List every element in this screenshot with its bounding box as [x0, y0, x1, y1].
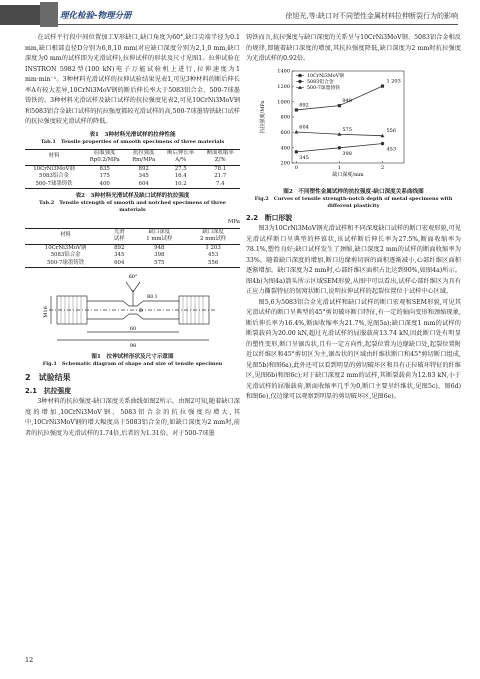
t1-head: 断后伸长率	[161, 149, 201, 157]
t1-cell: 175	[99, 173, 110, 179]
t2-cell: 398	[154, 252, 165, 258]
subsection-heading: 2.2 断口形貌	[246, 213, 293, 222]
y-tick-label: 1000	[276, 98, 290, 105]
y-tick-label: 400	[279, 144, 290, 151]
y-axis-label: 抗拉强度/MPa	[259, 100, 266, 133]
paragraph-2-2b: 图5,6为5083铝合金光滑试样和缺口试样的断口宏观和SEM形貌,可见其光滑试样的断口呈典型的45°剪切破坏断口特征,有一定的轴向变形和颈缩现象,断后伸长率为16.4%,断面收缩率为21.7%,见图5a);缺口深度1 mm的试样的断裂载荷为20.00 kN,超过光滑试样的屈服载荷13.74 kN,因此断口处有明显的塑性变形,断口呈锯齿状,且有一定方向性,起裂位置为边缘缺口处,起裂位置附近以纤维区和45°剪切区为主,锯齿状的区域由纤维状断口和45°剪切断口组成,见图5b)和图6a),此外还可以看到明显的剪切破坏区和具有正拉破坏特征的纤维区,见图6b)和图6c);对于缺口深度2 mm的试样,其断裂载荷为12.83 kN,小于光滑试样的屈服载荷,断面收缩率几乎为0,断口主要呈纤维状,见图5c)、图6d)和图6e),仅边缘可以观察到明显的剪切破坏区,见图6e)。	[246, 298, 461, 400]
data-label: 453	[385, 146, 396, 153]
legend-label: 5083铝合金	[306, 79, 334, 85]
table1-caption: 表1 3种材料光滑试样的拉伸性能	[89, 131, 176, 138]
right-column	[246, 33, 461, 403]
table-row	[25, 260, 240, 268]
t1-cell: 500-7球墨铸铁	[25, 181, 83, 189]
dim-m: M16	[42, 306, 49, 318]
t2-head2: 2 mm试样	[200, 236, 227, 242]
t1-cell: 10CrNi3MoV钢	[25, 165, 83, 173]
x-tick-label: 0	[294, 164, 298, 171]
t2-cell: 892	[106, 244, 132, 252]
t1-head: 断面收缩率	[200, 149, 240, 157]
table2	[25, 228, 240, 269]
t2-cell: 500-7球墨铸铁	[25, 260, 106, 268]
x-tick-label: 2	[380, 164, 384, 171]
x-tick-label: 1	[337, 164, 341, 171]
header-rule	[58, 24, 458, 25]
data-label: 398	[341, 150, 352, 157]
running-title: 徐旭光,等:缺口对不同塑性金属材料拉伸断裂行为的影响	[285, 12, 458, 20]
table-row	[25, 165, 240, 173]
dim-r: R0.1	[146, 295, 158, 300]
dim-d: D	[138, 308, 143, 314]
data-point-square	[337, 104, 340, 107]
t2-head: 材料	[25, 228, 106, 244]
t1-head: 材料	[25, 149, 83, 165]
t2-cell: 575	[132, 260, 186, 268]
t1-unit: Z/%	[214, 157, 226, 163]
t1-cell: 27.5	[161, 165, 201, 173]
dim-angle: 60°	[128, 274, 137, 280]
y-tick-label: 800	[279, 114, 290, 121]
y-tick-label: 1200	[276, 83, 290, 90]
t1-cell: 604	[126, 181, 161, 189]
t1-cell: 345	[138, 173, 149, 179]
dim-total: 98	[129, 343, 136, 349]
table2-caption-en: Tab.2 Tensile strength of smooth and notched specimens of three materials	[39, 200, 226, 213]
t1-cell: 78.1	[200, 165, 240, 173]
dim-len: 60	[129, 326, 136, 332]
fig1-caption-en: Fig.1 Schematic diagram of shape and size of tensile specimen	[42, 361, 223, 367]
specimen-diagram	[43, 268, 223, 350]
table-row	[25, 181, 240, 189]
table-row	[25, 173, 240, 181]
t1-unit: Rp0.2/MPa	[89, 157, 120, 163]
t2-head: 缺口深度	[186, 228, 240, 236]
legend-label: 10CrNi3MoV钢	[306, 73, 344, 79]
t1-cell: 10.2	[161, 181, 201, 189]
strength-chart	[254, 65, 454, 185]
data-label: 575	[341, 126, 352, 133]
fig2-caption-en: Fig.2 Curves of tensile strength-notch depth of metal specimens with different plasticity	[254, 195, 453, 209]
t2-cell: 556	[186, 260, 240, 268]
table1	[25, 149, 240, 190]
left-column	[25, 33, 240, 439]
journal-logo-accent	[40, 2, 58, 27]
table2-caption: 表2 3种材料光滑试样及缺口试样的抗拉强度	[75, 193, 190, 199]
page-number: 12	[25, 656, 34, 664]
y-tick-label: 1400	[276, 68, 290, 75]
t1-cell: 16.4	[174, 173, 187, 179]
data-point-circle	[294, 150, 297, 153]
t1-cell: 5083铝合金	[39, 173, 69, 179]
t2-cell: 10CrNi3MoV钢	[25, 244, 106, 252]
t1-cell: 21.7	[214, 173, 227, 179]
t1-head: 抗拉强度	[126, 149, 161, 157]
t2-cell: 1 203	[186, 244, 240, 252]
intro-paragraph: 在试样平行段中间位置加工V形缺口,缺口角度为60°,缺口尖端半径为0.1 mm,缺口根部直径D分别为6,8,10 mm(对应缺口深度分别为2,1,0 mm,缺口深度为0 mm的试样即为光滑试样),拉伸试样的形状及尺寸见图1。拉伸试验在INSTRON 5982型(100 kN)电子万能试验机上进行,拉伸速度为1 mm·min⁻¹。3种材料光滑试样的拉伸试验结果见表1,可见3种材料的断后伸长率A有较大差异,10CrNi3MoV钢的断后伸长率大于5083铝合金、500-7球墨铸铁的。3种材料光滑试样及缺口试样的抗拉强度见表2,可见10CrNi3MoV钢和5083铝合金缺口试样的抗拉强度都较光滑试样的高,500-7球墨铸铁缺口试样的抗拉强度较光滑试样的降低。	[25, 34, 240, 125]
data-label: 948	[341, 97, 352, 104]
data-point-square	[380, 84, 383, 87]
table1-caption-en: Tab.1 Tensile properties of smooth specimens of three materials	[40, 138, 225, 145]
data-point-circle	[337, 146, 340, 149]
data-label: 892	[298, 101, 309, 108]
t1-cell: 400	[83, 181, 126, 189]
t2-head2: 1 mm试样	[146, 236, 173, 242]
journal-name: 理化检验-物理分册	[60, 11, 132, 21]
t2-cell: 948	[132, 244, 186, 252]
data-label: 556	[385, 127, 396, 134]
y-tick-label: 600	[279, 129, 290, 136]
data-label: 345	[298, 154, 309, 161]
t1-cell: 7.4	[200, 181, 240, 189]
t2-cell: 453	[207, 252, 219, 258]
legend-label: 500-7球墨铸铁	[306, 85, 340, 91]
t2-cell: 5083铝合金	[50, 252, 81, 258]
section-heading: 2 试验结果	[25, 373, 71, 382]
subsection-heading: 2.1 抗拉强度	[25, 386, 72, 395]
t1-unit: A/%	[175, 157, 187, 163]
t1-unit: Rm/MPa	[132, 157, 156, 163]
t1-head: 屈服强度	[83, 149, 126, 157]
t2-head: 缺口深度	[132, 228, 186, 236]
t2-head: 光滑	[106, 228, 132, 236]
data-label: 604	[298, 124, 309, 131]
data-label: 1 203	[385, 78, 401, 85]
paragraph-2-2a: 图3为10CrNi3MoV钢光滑试样和不同深度缺口试样的断口宏观形貌,可见光滑试样断口呈典型的杯锥状,该试样断后伸长率为27.5%,断面收缩率为78.1%,塑性良好;缺口试样发生了颈缩,缺口深度2 mm的试样的断面收缩率为33%。随着缺口深度的增加,断口边缘剪切唇的面积逐渐减小,心部纤维区面积逐渐增加。缺口深度为2 mm时,心部纤维区面积占比达到90%,如图4a)所示。图4b)为图4a)箭头所示区域SEM形貌,从图中可以看出,试样心部纤维区为具有正应力撕裂特征的韧窝状断口,说明拉伸试样的起裂位置位于试样中心区域。	[246, 225, 461, 295]
t1-cell: 892	[126, 165, 161, 173]
t2-cell: 345	[114, 252, 125, 258]
data-point-circle	[380, 141, 383, 144]
data-point-square	[294, 108, 297, 111]
paragraph-continued: 铸铁而言,抗拉强度与缺口深度的关系呈与10CrNi3MoV钢、5083铝合金相反的规律,即随着缺口深度的增加,其抗拉强度降低,缺口深度为2 mm时抗拉强度为光滑试样的0.92倍。	[246, 34, 461, 62]
table-row	[25, 252, 240, 260]
t1-cell: 835	[83, 165, 126, 173]
t2-head2: 试样	[113, 236, 125, 242]
table2-unit: MPa	[227, 219, 240, 225]
table-row	[25, 244, 240, 252]
y-tick-label: 200	[279, 160, 290, 167]
paragraph-2-1: 3种材料的抗拉强度-缺口深度关系曲线如图2所示。由图2可知,随着缺口深度的增加,10CrNi3MoV钢、5083铝合金的抗拉强度均增大,其中,10CrNi3MoV钢的增大幅度高于5083铝合金的,如缺口深度为2 mm时,前者的抗拉强度为光滑试样的1.74倍,后者的为1.31倍。对于500-7球墨	[25, 398, 240, 437]
x-axis-label: 缺口深度/mm	[331, 171, 364, 178]
fig1-caption: 图1 拉伸试样形状及尺寸示意图	[91, 354, 174, 360]
fig2-caption: 图2 不同塑性金属试样的抗拉强度-缺口深度关系曲线图	[283, 188, 424, 195]
page-header	[0, 0, 480, 30]
t2-cell: 604	[106, 260, 132, 268]
